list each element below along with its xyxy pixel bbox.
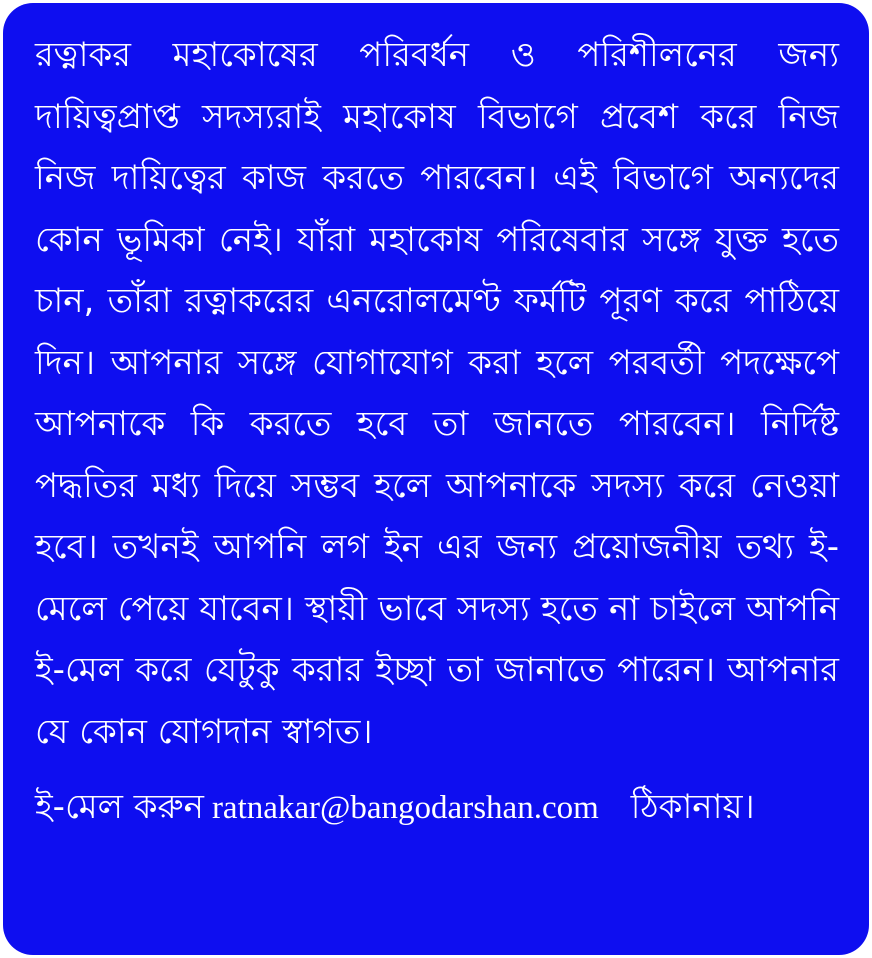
info-panel: [3, 3, 869, 955]
contact-suffix: ঠিকানায়।: [630, 787, 755, 827]
contact-line: [35, 777, 839, 838]
contact-prefix: ই-মেল করুন: [35, 787, 204, 827]
email-address: ratnakar@bangodarshan.com: [211, 790, 599, 826]
info-paragraph: রত্নাকর মহাকোষের পরিবর্ধন ও পরিশীলনের জন্য দায়িত্বপ্রাপ্ত সদস্যরাই মহাকোষ বিভাগে প্রবেশ করে নিজ নিজ দায়িত্বের কাজ করতে পারবেন। এই বিভাগে অন্যদের কোন ভূমিকা নেই। যাঁরা মহাকোষ পরিষেবার সঙ্গে যুক্ত হতে চান, তাঁরা রত্নাকরের এনরোলমেণ্ট ফর্মটি পূরণ করে পাঠিয়ে দিন। আপনার সঙ্গে যোগাযোগ করা হলে পরবর্তী পদক্ষেপে আপনাকে কি করতে হবে তা জানতে পারবেন। নির্দিষ্ট পদ্ধতির মধ্য দিয়ে সম্ভব হলে আপনাকে সদস্য করে নেওয়া হবে। তখনই আপনি লগ ইন এর জন্য প্রয়োজনীয় তথ্য ই-মেলে পেয়ে যাবেন। স্থায়ী ভাবে সদস্য হতে না চাইলে আপনি ই-মেল করে যেটুকু করার ইচ্ছা তা জানাতে পারেন। আপনার যে কোন যোগদান স্বাগত।: [35, 35, 839, 752]
